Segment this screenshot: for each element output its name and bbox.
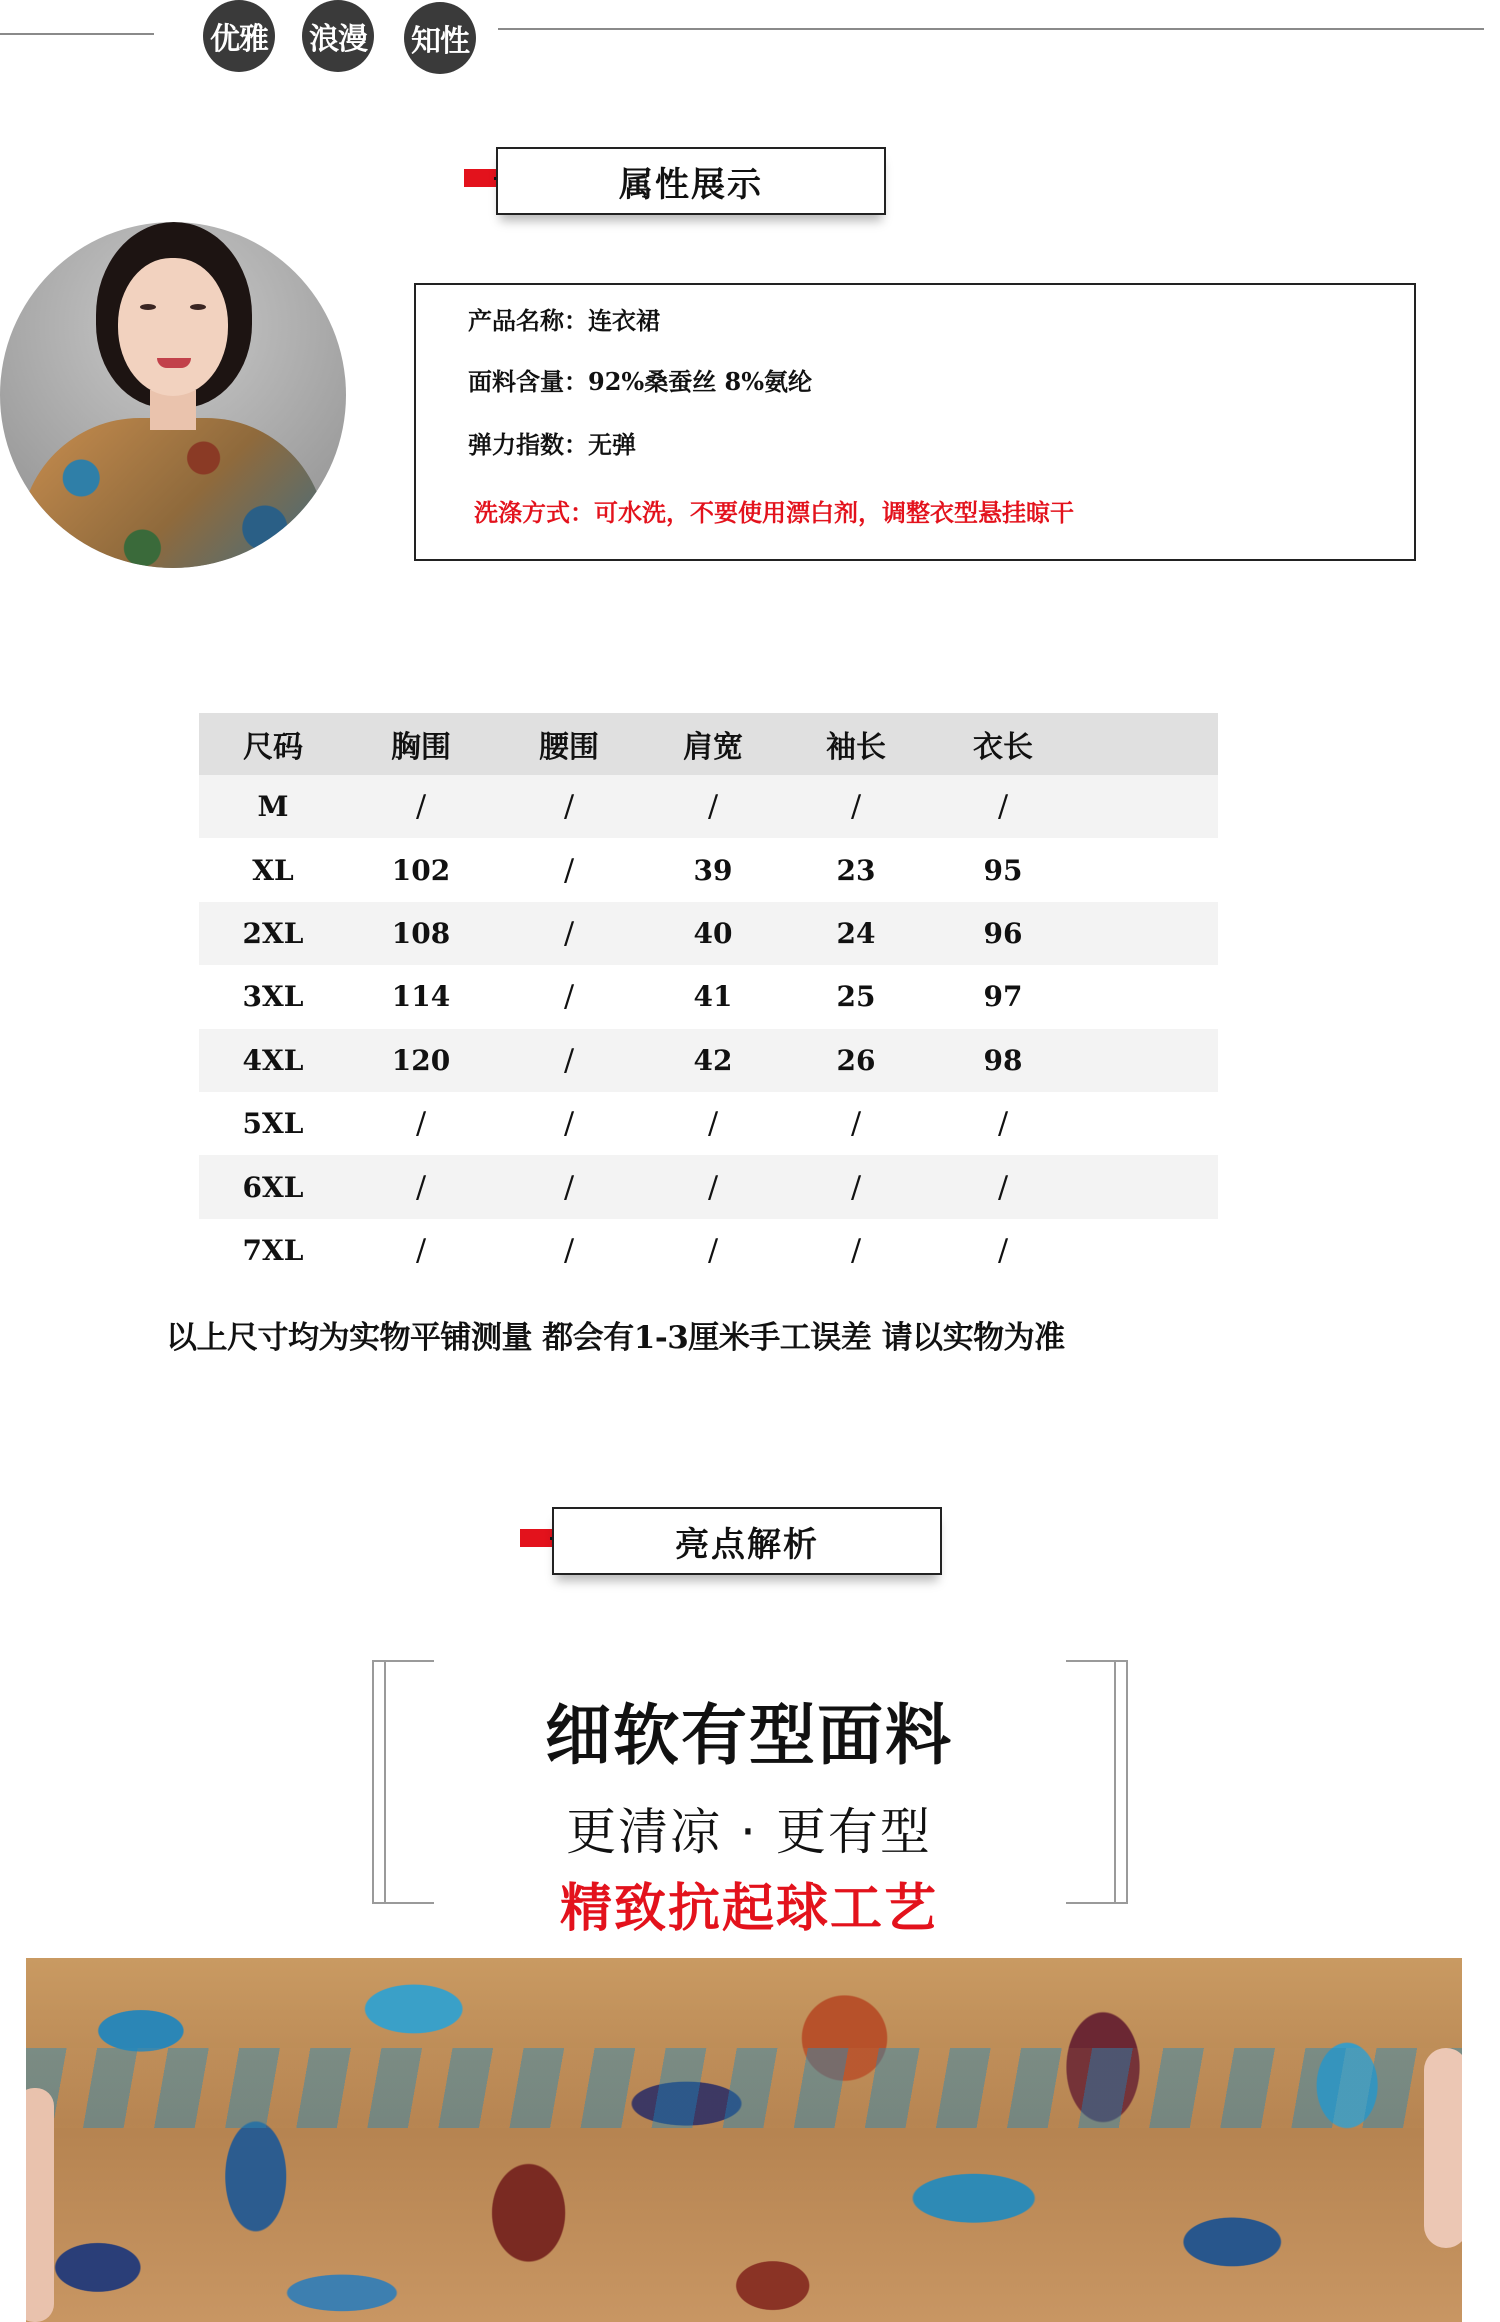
attr-elasticity: 弹力指数：无弹 <box>468 430 636 459</box>
attr-wash-method: 洗涤方式：可水洗，不要使用漂白剂，调整衣型悬挂晾干 <box>474 498 1074 527</box>
size-table-header-row <box>199 713 1218 775</box>
cell-sleeve: / <box>850 1232 862 1268</box>
cell-sleeve: / <box>783 775 929 838</box>
cell-chest: / <box>347 1155 495 1218</box>
cell-pad <box>1077 965 1218 1028</box>
cell-size: 6XL <box>199 1155 347 1218</box>
cell-sleeve: 25 <box>836 980 876 1014</box>
cell-length: / <box>997 1232 1009 1268</box>
table-row <box>199 1155 1218 1218</box>
cell-length: / <box>929 1155 1077 1218</box>
cell-chest: / <box>415 1232 427 1268</box>
cell-sleeve: / <box>783 1155 929 1218</box>
table-row <box>199 1029 1218 1092</box>
cell-shoulder: 40 <box>643 902 783 965</box>
cell-shoulder: / <box>643 775 783 838</box>
cell-shoulder: 39 <box>693 853 733 887</box>
cell-waist: / <box>495 1029 643 1092</box>
fabric-closeup-image <box>26 1958 1462 2322</box>
cell-length: 96 <box>929 902 1077 965</box>
cell-length: / <box>929 775 1077 838</box>
cell-pad <box>1077 902 1218 965</box>
cell-size: 5XL <box>242 1107 304 1141</box>
cell-size: 3XL <box>242 980 304 1014</box>
attr-fabric-content: 面料含量：92%桑蚕丝 8%氨纶 <box>468 367 813 396</box>
cell-chest: 120 <box>347 1029 495 1092</box>
badge-intellectual: 知性 <box>404 2 476 74</box>
top-rule-right <box>498 28 1484 30</box>
highlight-section-title: 亮点解析 <box>552 1507 942 1575</box>
cell-waist: / <box>563 979 575 1015</box>
hand-left <box>26 2088 54 2322</box>
header-waist: 腰围 <box>495 713 643 775</box>
cell-waist: / <box>563 852 575 888</box>
attr-section-title: 属性展示 <box>496 147 886 215</box>
table-row <box>199 1092 1218 1155</box>
highlight-subtitle: 更清凉 · 更有型 <box>566 1803 932 1861</box>
cell-pad <box>1077 1219 1218 1282</box>
cell-pad <box>1077 775 1218 838</box>
cell-shoulder: / <box>643 1155 783 1218</box>
badge-elegant: 优雅 <box>203 0 275 72</box>
cell-sleeve: 23 <box>836 853 876 887</box>
cell-size: M <box>199 775 347 838</box>
attr-product-name: 产品名称：连衣裙 <box>468 306 660 335</box>
cell-sleeve: / <box>850 1106 862 1142</box>
cell-waist: / <box>563 1106 575 1142</box>
table-row <box>199 838 1218 901</box>
attr-section-header <box>464 147 854 219</box>
cell-length: 95 <box>983 853 1023 887</box>
cell-size: 4XL <box>199 1029 347 1092</box>
table-row <box>199 902 1218 965</box>
attribute-box <box>414 283 1416 561</box>
cell-chest: / <box>415 1106 427 1142</box>
size-note: 以上尺寸均为实物平铺测量 都会有1-3厘米手工误差 请以实物为准 <box>166 1320 1065 1356</box>
header-shoulder: 肩宽 <box>643 713 783 775</box>
highlight-title: 细软有型面料 <box>545 1697 953 1774</box>
cell-chest: 108 <box>347 902 495 965</box>
cell-length: / <box>997 1106 1009 1142</box>
cell-pad <box>1077 838 1218 901</box>
cell-pad <box>1077 1092 1218 1155</box>
cell-waist: / <box>495 775 643 838</box>
cell-size: 2XL <box>199 902 347 965</box>
cell-shoulder: 41 <box>693 980 733 1014</box>
header-pad <box>1077 713 1218 775</box>
cell-shoulder: / <box>707 1232 719 1268</box>
cell-pad <box>1077 1155 1218 1218</box>
hand-right <box>1424 2048 1462 2248</box>
top-rule-left <box>0 33 154 35</box>
cell-waist: / <box>495 902 643 965</box>
cell-waist: / <box>563 1232 575 1268</box>
header-sleeve: 袖长 <box>783 713 929 775</box>
cell-chest: / <box>347 775 495 838</box>
highlight-red-text: 精致抗起球工艺 <box>559 1879 938 1939</box>
size-table <box>199 713 1218 1282</box>
cell-sleeve: 26 <box>783 1029 929 1092</box>
cell-size: 7XL <box>242 1233 304 1267</box>
header-size: 尺码 <box>199 713 347 775</box>
table-row <box>199 775 1218 838</box>
cell-length: 97 <box>983 980 1023 1014</box>
table-row <box>199 965 1218 1028</box>
cell-shoulder: / <box>707 1106 719 1142</box>
cell-sleeve: 24 <box>783 902 929 965</box>
header-chest: 胸围 <box>347 713 495 775</box>
cell-shoulder: 42 <box>643 1029 783 1092</box>
model-avatar <box>0 222 346 568</box>
highlight-section-header <box>520 1507 910 1579</box>
cell-chest: 114 <box>391 980 451 1014</box>
badge-romantic: 浪漫 <box>302 0 374 72</box>
cell-size: XL <box>252 853 294 887</box>
cell-length: 98 <box>929 1029 1077 1092</box>
cell-chest: 102 <box>391 853 451 887</box>
size-table-body <box>199 775 1218 1282</box>
cell-pad <box>1077 1029 1218 1092</box>
header-length: 衣长 <box>929 713 1077 775</box>
table-row <box>199 1219 1218 1282</box>
cell-waist: / <box>495 1155 643 1218</box>
